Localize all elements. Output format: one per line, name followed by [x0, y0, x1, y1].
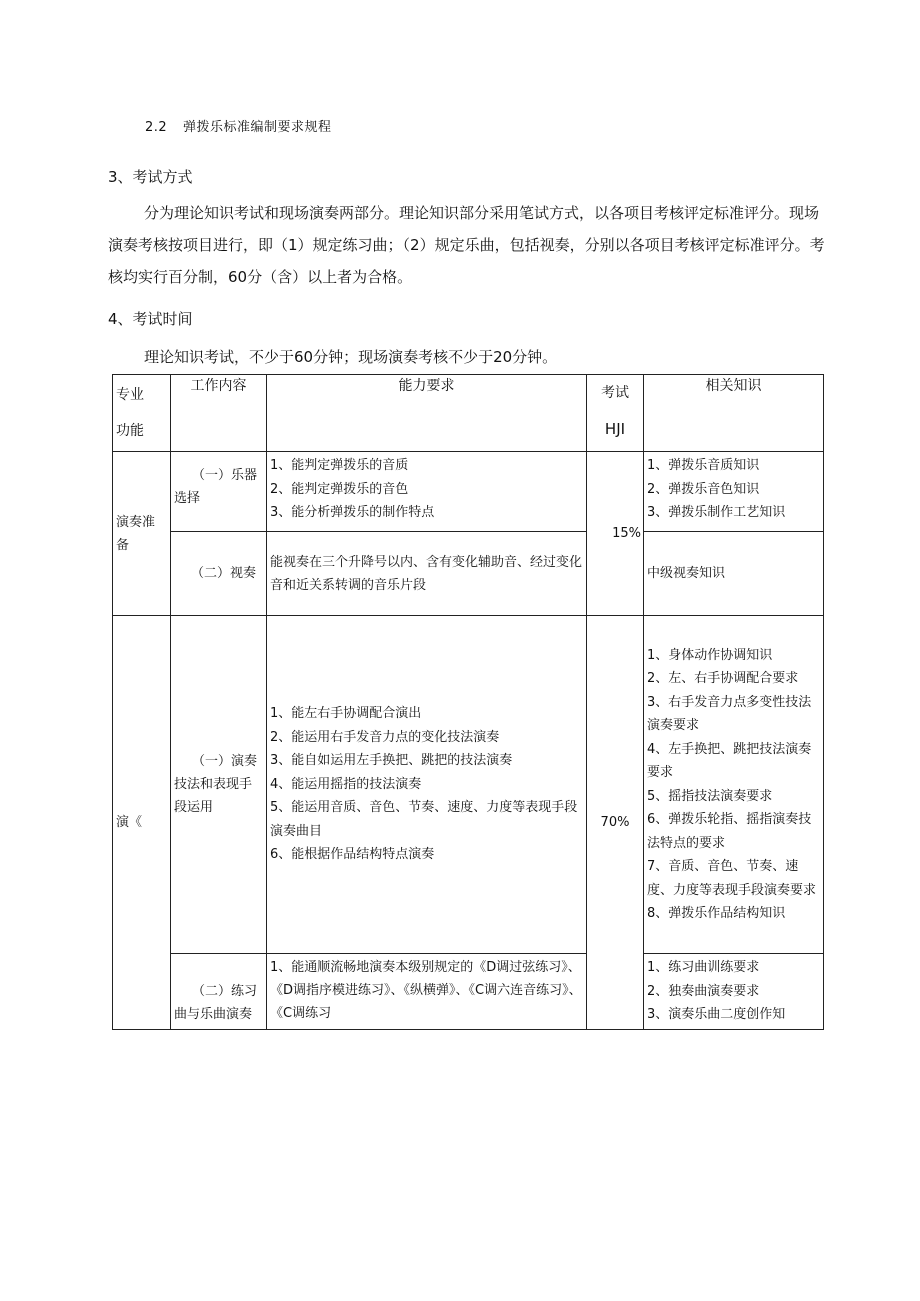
knowledge-item: 7、音质、音色、节奏、速度、力度等表现手段演奏要求: [647, 859, 817, 898]
knowledge-cell: [644, 532, 824, 616]
work-cell: [171, 532, 267, 616]
knowledge-item: 4、左手换把、跳把技法演奏要求: [647, 741, 812, 780]
weight-cell: [587, 452, 644, 616]
ability-cell: [267, 616, 587, 954]
knowledge-item: 1、身体动作协调知识: [647, 647, 773, 663]
weight-cell: [587, 616, 644, 1030]
work-cell: [171, 954, 267, 1030]
ability-cell: [267, 532, 587, 616]
standards-table: [112, 374, 824, 1030]
header-work: 工作内容: [171, 375, 267, 452]
ability-item: 3、能自如运用左手换把、跳把的技法演奏: [270, 753, 513, 769]
knowledge-cell: [644, 954, 824, 1030]
function-label: 演奏准备: [116, 514, 156, 553]
ability-cell: [267, 452, 587, 532]
section-title: 弹拨乐标准编制要求规程: [183, 120, 332, 135]
ability-item: 能视奏在三个升降号以内、含有变化辅助音、经过变化音和近关系转调的音乐片段: [270, 554, 583, 593]
ability-item: 6、能根据作品结构特点演奏: [270, 847, 435, 863]
knowledge-item: 8、弹拨乐作品结构知识: [647, 906, 786, 921]
ability-item: 4、能运用摇指的技法演奏: [270, 776, 422, 792]
header-exam-line2: HJI: [604, 420, 626, 438]
ability-item: 2、能运用右手发音力点的变化技法演奏: [270, 729, 500, 745]
work-label: （二）视奏: [191, 566, 257, 581]
knowledge-item: 2、独奏曲演奏要求: [647, 983, 760, 999]
weight-value: 70%: [600, 814, 630, 830]
knowledge-item: 3、弹拨乐制作工艺知识: [647, 505, 786, 520]
weight-value: 15%: [612, 526, 641, 541]
knowledge-cell: [644, 452, 824, 532]
knowledge-item: 1、练习曲训练要求: [647, 960, 760, 975]
function-cell: [113, 616, 171, 1030]
header-function-line2: 功能: [116, 423, 144, 439]
ability-cell: [267, 954, 587, 1030]
exam-method-text: 分为理论知识考试和现场演奏两部分。理论知识部分采用笔试方式，以各项目考核评定标准评分。现场演奏考核按项目进行，即（1）规定练习曲；（2）规定乐曲，包括视奏，分别以各项目考核评定标准评分。考核均实行百分制，60分（含）以上者为合格。: [108, 204, 825, 286]
knowledge-item: 6、弹拨乐轮指、摇指演奏技法特点的要求: [647, 812, 812, 851]
ability-item: 5、能运用音质、音色、节奏、速度、力度等表现手段演奏曲目: [270, 800, 578, 839]
ability-item: 1、能通顺流畅地演奏本级别规定的《D调过弦练习》、《D调指序模进练习》、《纵横弹》、《C调六连音练习》、《C调练习: [270, 960, 582, 1021]
table-header-row: [113, 375, 824, 452]
header-exam: [587, 375, 644, 452]
section-heading: [145, 116, 332, 135]
table-row: [113, 954, 824, 1030]
header-function: [113, 375, 171, 452]
knowledge-cell: [644, 616, 824, 954]
knowledge-item: 中级视奏知识: [647, 566, 726, 581]
function-label: 演《: [116, 814, 143, 830]
ability-item: 1、能判定弹拨乐的音质: [270, 458, 409, 473]
knowledge-item: 1、弹拨乐音质知识: [647, 458, 760, 473]
header-exam-line1: 考试: [601, 385, 629, 401]
section-number: 2.2: [145, 120, 168, 135]
ability-item: 2、能判定弹拨乐的音色: [270, 481, 409, 497]
header-function-line1: 专业: [116, 387, 144, 403]
header-ability: 能力要求: [267, 375, 587, 452]
work-cell: [171, 452, 267, 532]
work-cell: [171, 616, 267, 954]
table-row: [113, 452, 824, 532]
work-label: （二）练习曲与乐曲演奏: [174, 984, 258, 1022]
table-row: [113, 532, 824, 616]
knowledge-item: 5、摇指技法演奏要求: [647, 788, 773, 804]
knowledge-item: 3、右手发音力点多变性技法演奏要求: [647, 694, 812, 733]
exam-method-paragraph: [108, 197, 828, 293]
knowledge-item: 3、演奏乐曲二度创作知: [647, 1007, 786, 1022]
work-label: （一）演奏技法和表现手段运用: [174, 754, 258, 815]
table-row: [113, 616, 824, 954]
function-cell: [113, 452, 171, 616]
work-label: （一）乐器选择: [174, 468, 258, 506]
header-knowledge: 相关知识: [644, 375, 824, 452]
ability-item: 3、能分析弹拨乐的制作特点: [270, 505, 435, 520]
exam-method-heading: 3、考试方式: [108, 168, 193, 186]
knowledge-item: 2、弹拨乐音色知识: [647, 481, 760, 497]
ability-item: 1、能左右手协调配合演出: [270, 706, 422, 722]
knowledge-item: 2、左、右手协调配合要求: [647, 671, 799, 686]
exam-time-paragraph: 理论知识考试，不少于60分钟；现场演奏考核不少于20分钟。: [144, 348, 558, 366]
exam-time-heading: 4、考试时间: [108, 310, 193, 328]
